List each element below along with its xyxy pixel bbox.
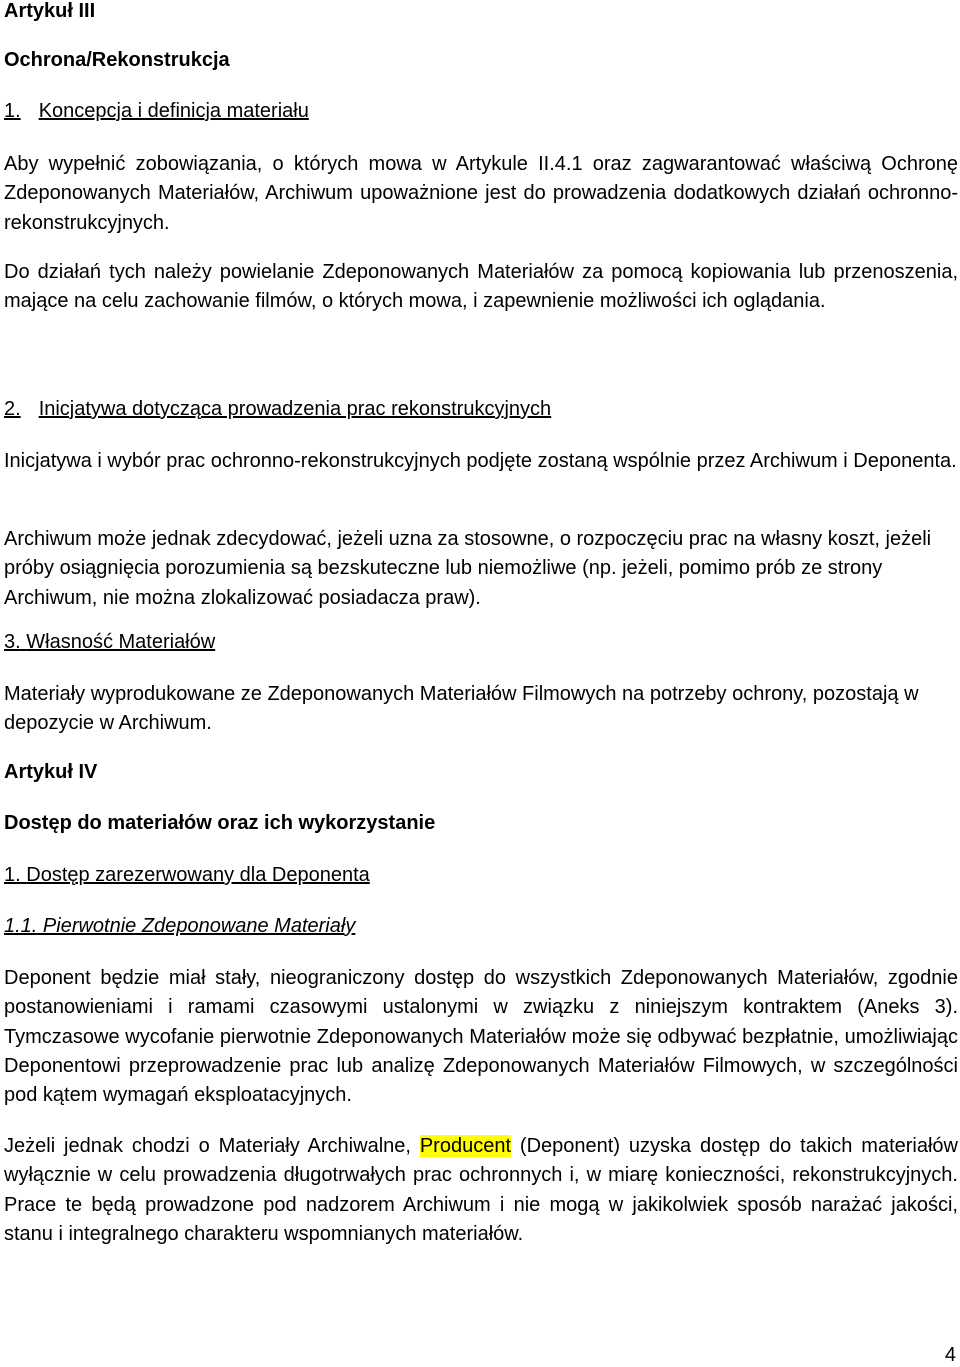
paragraph-2-text-before: Jeżeli jednak chodzi o Materiały Archiwalne, <box>4 1135 420 1157</box>
section-3-number: 3. <box>4 631 21 653</box>
section-2-title: Inicjatywa dotycząca prowadzenia prac rekonstrukcyjnych <box>38 398 552 420</box>
article-3-heading: Artykuł III <box>4 0 96 22</box>
paragraph-2-text-after: (Deponent) uzyska dostęp do takich materiałów wyłącznie w celu prowadzenia długotrwałych prac ochronnych i, w miarę konieczności, rekonstrukcyjnych. Prace te będą prowadzone pod nadzorem Archiwum i nie mogą w jakikolwiek sposób narażać jakości, stanu i integralnego charakteru wspomnianych materiałów. <box>4 1135 958 1245</box>
subsection-1-1-paragraph-2 <box>4 1132 958 1249</box>
article-4-subheading: Dostęp do materiałów oraz ich wykorzystanie <box>4 812 436 834</box>
page-number: 4 <box>944 1344 956 1366</box>
section-2-heading <box>4 395 958 424</box>
section-3-paragraph-1: Materiały wyprodukowane ze Zdeponowanych Materiałów Filmowych na potrzeby ochrony, pozostają w depozycie w Archiwum. <box>4 683 919 735</box>
section-1-heading <box>4 97 958 126</box>
subsection-1-1-number: 1.1. <box>4 915 38 937</box>
section-3-heading <box>4 628 958 657</box>
article-4-heading: Artykuł IV <box>4 761 98 783</box>
section-1-number: 1. <box>4 100 21 122</box>
article-4-section-1-number: 1. <box>4 864 21 886</box>
section-1-paragraph-2: Do działań tych należy powielanie Zdeponowanych Materiałów za pomocą kopiowania lub przenoszenia, mające na celu zachowanie filmów, o których mowa, i zapewnienie możliwości ich oglądania. <box>4 261 958 313</box>
section-1-paragraph-1: Aby wypełnić zobowiązania, o których mowa w Artykule II.4.1 oraz zagwarantować właściwą Ochronę Zdeponowanych Materiałów, Archiwum upoważnione jest do prowadzenia dodatkowych działań ochronno-rekonstrukcyjnych. <box>4 153 958 234</box>
article-3-subheading: Ochrona/Rekonstrukcja <box>4 49 230 71</box>
section-2-paragraph-1: Inicjatywa i wybór prac ochronno-rekonstrukcyjnych podjęte zostaną wspólnie przez Archiwum i Deponenta. <box>4 450 957 472</box>
article-4-section-1-heading <box>4 861 958 890</box>
article-4-section-1-title: Dostęp zarezerwowany dla Deponenta <box>26 864 370 886</box>
subsection-1-1-heading <box>4 912 958 941</box>
section-2-number: 2. <box>4 398 21 420</box>
subsection-1-1-title: Pierwotnie Zdeponowane Materiały <box>42 915 356 937</box>
section-2-paragraph-2: Archiwum może jednak zdecydować, jeżeli uzna za stosowne, o rozpoczęciu prac na własny koszt, jeżeli próby osiągnięcia porozumienia są bezskuteczne lub niemożliwe (np. jeżeli, pomimo prób ze strony Archiwum, nie można zlokalizować posiadacza praw). <box>4 528 932 609</box>
section-3-title: Własność Materiałów <box>26 631 216 653</box>
highlighted-producent: Producent <box>419 1135 512 1157</box>
subsection-1-1-paragraph-1: Deponent będzie miał stały, nieograniczony dostęp do wszystkich Zdeponowanych Materiałów, zgodnie postanowieniami i ramami czasowymi ustalonymi w związku z niniejszym kontraktem (Aneks 3). Tymczasowe wycofanie pierwotnie Zdeponowanych Materiałów może się odbywać bezpłatnie, umożliwiając Deponentowi przeprowadzenie prac lub analizę Zdeponowanych Materiałów Filmowych, w szczególności pod kątem wymagań eksploatacyjnych. <box>4 967 958 1107</box>
section-1-title: Koncepcja i definicja materiału <box>38 100 309 122</box>
